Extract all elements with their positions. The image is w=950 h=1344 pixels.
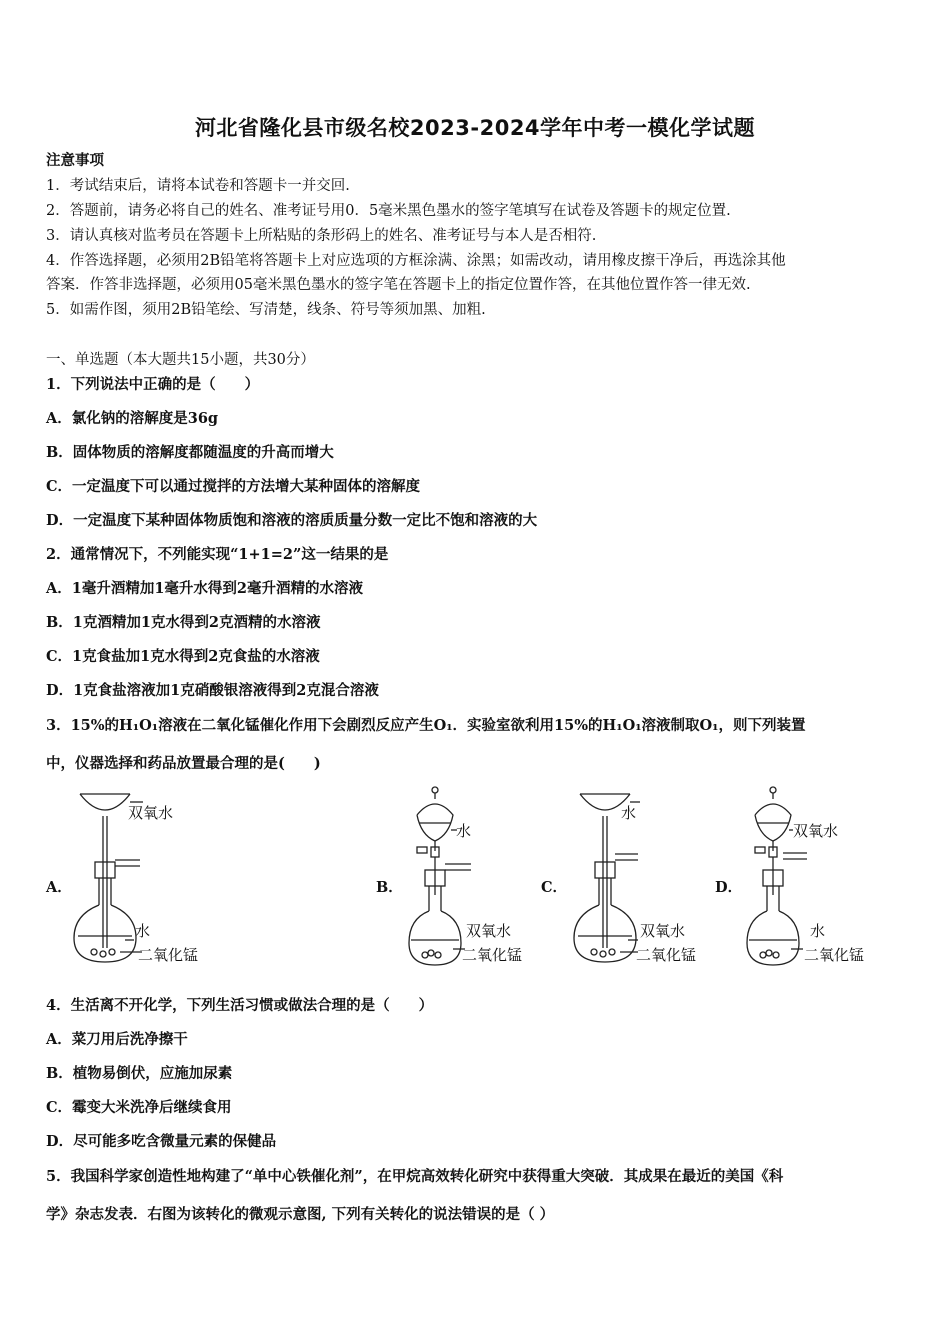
- q5-stem-line2: 学》杂志发表．右图为该转化的微观示意图, 下列有关转化的说法错误的是（ ）: [46, 1206, 555, 1223]
- q3-option-a-label: A．: [46, 879, 72, 896]
- apparatus-c-diagram: [570, 790, 720, 970]
- q1-option-b: B．固体物质的溶解度都随温度的升高而增大: [46, 444, 334, 461]
- section-heading: 一、单选题（本大题共15小题，共30分）: [46, 352, 315, 368]
- q1-option-d: D．一定温度下某种固体物质饱和溶液的溶质质量分数一定比不饱和溶液的大: [46, 512, 538, 529]
- notice-item: 答案．作答非选择题，必须用05毫米黑色墨水的签字笔在答题卡上的指定位置作答，在其他位置作答一律无效.: [46, 277, 751, 293]
- q1-option-a: A．氯化钠的溶解度是36g: [46, 410, 219, 427]
- apparatus-d-top-label: 双氧水: [793, 822, 839, 840]
- q4-option-c: C．霉变大米洗净后继续食用: [46, 1099, 232, 1116]
- notice-item: 2．答题前，请务必将自己的姓名、准考证号用0．5毫米黑色墨水的签字笔填写在试卷及答题卡的规定位置.: [46, 203, 731, 219]
- q3-stem-line2: 中，仪器选择和药品放置最合理的是( ): [46, 755, 321, 772]
- notice-item: 1．考试结束后，请将本试卷和答题卡一并交回.: [46, 178, 350, 194]
- q1-stem: 1．下列说法中正确的是（ ）: [46, 376, 260, 393]
- apparatus-b-bottom-label: 二氧化锰: [462, 946, 523, 964]
- q1-option-c: C．一定温度下可以通过搅拌的方法增大某种固体的溶解度: [46, 478, 421, 495]
- apparatus-b-mid-label: 双氧水: [466, 922, 512, 940]
- apparatus-d-mid-label: 水: [810, 922, 826, 940]
- q5-stem-line1: 5．我国科学家创造性地构建了“单中心铁催化剂”，在甲烷高效转化研究中获得重大突破．其成果在最近的美国《科: [46, 1168, 784, 1185]
- q2-stem: 2．通常情况下，不列能实现“1+1=2”这一结果的是: [46, 546, 389, 563]
- q3-option-c-label: C．: [541, 879, 568, 896]
- apparatus-c-bottom-label: 二氧化锰: [636, 946, 697, 964]
- q4-option-d: D．尽可能多吃含微量元素的保健品: [46, 1133, 277, 1150]
- apparatus-a-top-label: 双氧水: [128, 804, 174, 822]
- q4-option-a: A．菜刀用后洗净擦干: [46, 1031, 188, 1048]
- q4-stem: 4．生活离不开化学，下列生活习惯或做法合理的是（ ）: [46, 997, 434, 1014]
- apparatus-b-diagram: [405, 785, 555, 970]
- q2-option-d: D．1克食盐溶液加1克硝酸银溶液得到2克混合溶液: [46, 682, 379, 699]
- apparatus-c-mid-label: 双氧水: [640, 922, 686, 940]
- apparatus-a-mid-label: 水: [135, 922, 151, 940]
- q2-option-b: B．1克酒精加1克水得到2克酒精的水溶液: [46, 614, 321, 631]
- q3-stem-line1: 3．15%的H₁O₁溶液在二氧化锰催化作用下会剧烈反应产生O₁．实验室欲利用15%的H₁O₁溶液制取O₁，则下列装置: [46, 717, 806, 734]
- notice-item: 3．请认真核对监考员在答题卡上所粘贴的条形码上的姓名、准考证号与本人是否相符.: [46, 228, 597, 244]
- apparatus-d-diagram: [743, 785, 893, 970]
- apparatus-b-top-label: 水: [456, 822, 472, 840]
- notice-heading: 注意事项: [46, 152, 104, 169]
- notice-item: 5．如需作图，须用2B铅笔绘、写清楚，线条、符号等须加黑、加粗.: [46, 302, 486, 318]
- apparatus-a-bottom-label: 二氧化锰: [138, 946, 199, 964]
- q4-option-b: B．植物易倒伏，应施加尿素: [46, 1065, 233, 1082]
- q3-option-b-label: B．: [376, 879, 403, 896]
- apparatus-c-top-label: 水: [621, 804, 637, 822]
- notice-item: 4．作答选择题，必须用2B铅笔将答题卡上对应选项的方框涂满、涂黑；如需改动，请用橡皮擦干净后，再选涂其他: [46, 253, 786, 269]
- apparatus-d-bottom-label: 二氧化锰: [804, 946, 865, 964]
- page-title: 河北省隆化县市级名校2023-2024学年中考一模化学试题: [194, 116, 756, 140]
- q2-option-c: C．1克食盐加1克水得到2克食盐的水溶液: [46, 648, 320, 665]
- q3-option-d-label: D．: [715, 879, 743, 896]
- q2-option-a: A．1毫升酒精加1毫升水得到2毫升酒精的水溶液: [46, 580, 364, 597]
